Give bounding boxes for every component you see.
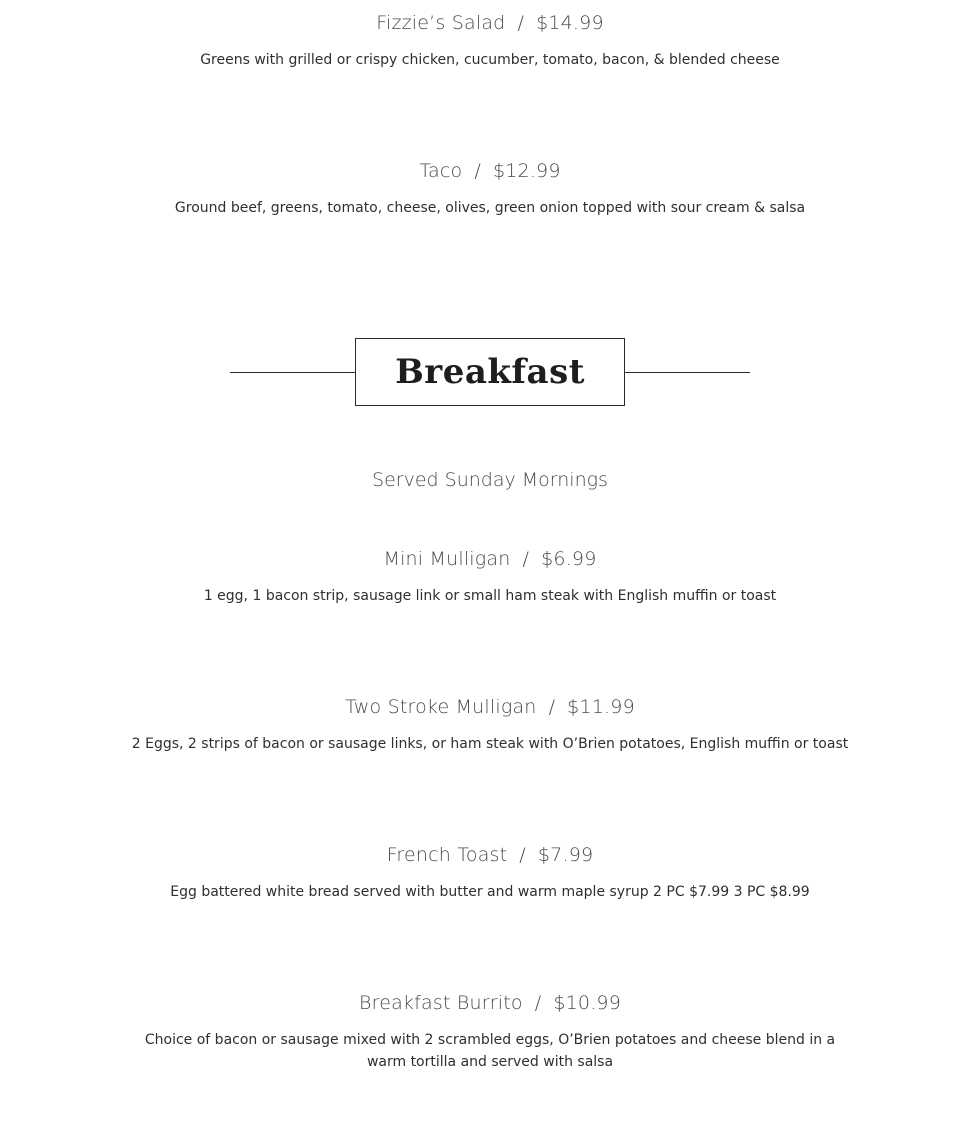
menu-item-price: $12.99: [492, 160, 561, 182]
menu-item-description: Ground beef, greens, tomato, cheese, olives, green onion topped with sour cream & salsa: [174, 200, 806, 216]
menu-item-title: [0, 695, 965, 719]
section-subtitle: Served Sunday Mornings: [372, 469, 608, 491]
menu-item-separator: /: [474, 160, 481, 182]
menu-item-description: Choice of bacon or sausage mixed with 2 scrambled eggs, O’Brien potatoes and cheese blend in a warm tortilla and served with salsa: [144, 1032, 836, 1070]
menu-item-price: $14.99: [536, 12, 604, 34]
menu-item-description: Greens with grilled or crispy chicken, cucumber, tomato, bacon, & blended cheese: [200, 52, 780, 68]
menu-item-name: Fizzie’s Salad: [376, 12, 506, 34]
menu-item-price: $10.99: [553, 992, 622, 1014]
menu-item-description: Egg battered white bread served with butter and warm maple syrup 2 PC $7.99 3 PC $8.99: [170, 884, 810, 900]
menu-item-name: Breakfast Burrito: [358, 992, 523, 1014]
menu-item-name: Mini Mulligan: [383, 548, 511, 570]
menu-item-separator: /: [519, 844, 526, 866]
section-divider-left: [230, 372, 355, 373]
menu-item-description: 2 Eggs, 2 strips of bacon or sausage links, or ham steak with O’Brien potatoes, English muffin or toast: [131, 736, 849, 752]
menu-item-title: [0, 11, 965, 35]
section-heading-box: [355, 338, 625, 406]
menu-item-title: [0, 159, 965, 183]
menu-item-separator: /: [522, 548, 530, 570]
menu-item-separator: /: [534, 992, 542, 1014]
menu-item-name: French Toast: [386, 844, 508, 866]
menu-item-title: [0, 547, 965, 571]
menu-item-title: [0, 843, 965, 867]
menu-item-separator: /: [517, 12, 525, 34]
menu-item-price: $6.99: [541, 548, 597, 570]
menu-item-name: Taco: [419, 160, 463, 182]
menu-item-title: [0, 991, 965, 1015]
section-divider-right: [625, 372, 750, 373]
menu-item-separator: /: [548, 696, 556, 718]
menu-item-name: Two Stroke Mulligan: [345, 696, 537, 718]
menu-item-description: 1 egg, 1 bacon strip, sausage link or small ham steak with English muffin or toast: [203, 588, 777, 604]
menu-item-price: $7.99: [537, 844, 594, 866]
section-heading: Breakfast: [395, 352, 585, 392]
menu-item-price: $11.99: [567, 696, 635, 718]
